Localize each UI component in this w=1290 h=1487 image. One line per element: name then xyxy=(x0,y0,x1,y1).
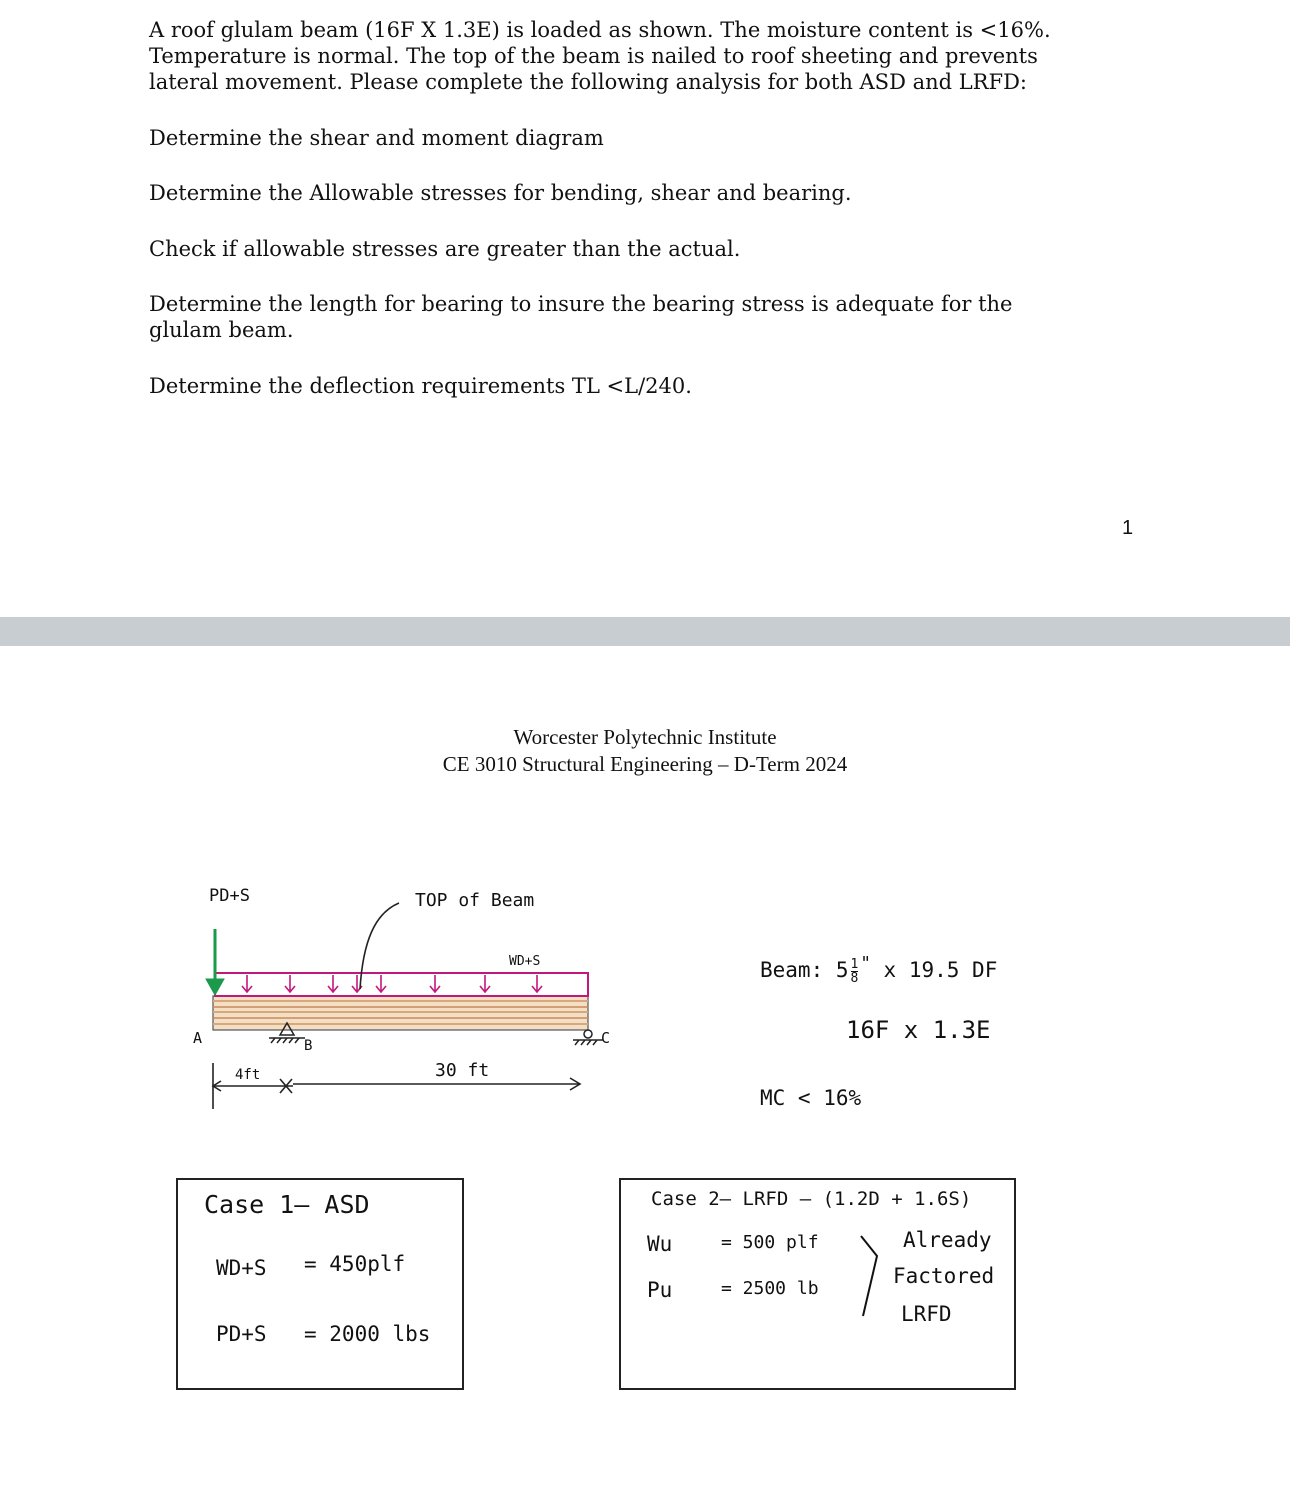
case-2-p-label: Pu xyxy=(647,1278,673,1302)
case-2-p-value: = 2500 lb xyxy=(721,1278,819,1299)
beam-size xyxy=(760,954,997,985)
page-2 xyxy=(0,646,1290,1487)
beam-size-prefix: Beam: 5 xyxy=(760,958,849,982)
case-1-w-label: WD+S xyxy=(216,1256,267,1280)
distributed-load-label: WD+S xyxy=(509,954,541,969)
beam-fraction-den: 8 xyxy=(850,970,859,986)
task-shear-moment: Determine the shear and moment diagram xyxy=(149,126,604,150)
case-2-note-line-2: Factored xyxy=(893,1264,995,1288)
page-separator xyxy=(0,617,1290,646)
point-load-arrow xyxy=(206,929,224,995)
top-of-beam-label: TOP of Beam xyxy=(415,890,535,911)
task-check-stresses: Check if allowable stresses are greater than the actual. xyxy=(149,237,741,261)
beam-diagram xyxy=(185,871,615,1116)
point-c-label: C xyxy=(601,1029,611,1047)
case-1-asd-box xyxy=(176,1178,464,1390)
problem-intro: A roof glulam beam (16F X 1.3E) is loaded as shown. The moisture content is <16%. Temperature is normal. The top of the beam is nailed to roof sheeting and prevents lateral movement. Please complete the following analysis for both ASD and LRFD: xyxy=(149,18,1051,94)
point-b-label: B xyxy=(304,1038,313,1054)
case-1-p-label: PD+S xyxy=(216,1322,267,1346)
case-2-note-line-1: Already xyxy=(903,1228,992,1252)
moisture-content: MC < 16% xyxy=(760,1086,862,1110)
glulam-beam xyxy=(213,996,588,1030)
beam-fraction-num: 1 xyxy=(850,956,859,972)
task-deflection: Determine the deflection requirements TL <L/240. xyxy=(149,374,692,398)
beam-size-suffix: x 19.5 DF xyxy=(883,958,998,982)
dim-short-label: 4ft xyxy=(235,1067,261,1083)
point-a-label: A xyxy=(193,1029,203,1047)
support-c xyxy=(573,1030,603,1045)
page-number: 1 xyxy=(1122,517,1134,539)
dimension-lines xyxy=(213,1063,580,1109)
point-load-label: PD+S xyxy=(209,886,250,906)
beam-inch-mark: " xyxy=(860,954,871,974)
case-1-w-value: = 450plf xyxy=(304,1252,406,1276)
beam-fraction xyxy=(851,958,859,985)
top-of-beam-pointer xyxy=(360,903,399,989)
course-title: CE 3010 Structural Engineering – D-Term 2024 xyxy=(442,752,848,776)
case-2-note-line-3: LRFD xyxy=(901,1302,952,1326)
distributed-load xyxy=(215,973,588,996)
task-bearing-length: Determine the length for bearing to insure the bearing stress is adequate for the glulam beam. xyxy=(149,292,1013,342)
case-2-brace xyxy=(857,1230,889,1320)
institution-name: Worcester Polytechnic Institute xyxy=(513,725,777,749)
case-1-p-value: = 2000 lbs xyxy=(304,1322,431,1346)
case-1-title: Case 1– ASD xyxy=(204,1190,370,1219)
dim-long-label: 30 ft xyxy=(435,1060,490,1081)
page-1 xyxy=(0,0,1290,617)
task-allowable-stresses: Determine the Allowable stresses for bending, shear and bearing. xyxy=(149,181,852,205)
case-2-w-value: = 500 plf xyxy=(721,1232,819,1253)
case-2-title: Case 2– LRFD – (1.2D + 1.6S) xyxy=(651,1188,972,1210)
case-2-lrfd-box xyxy=(619,1178,1016,1390)
beam-grade: 16F x 1.3E xyxy=(846,1016,991,1044)
case-2-w-label: Wu xyxy=(647,1232,673,1256)
